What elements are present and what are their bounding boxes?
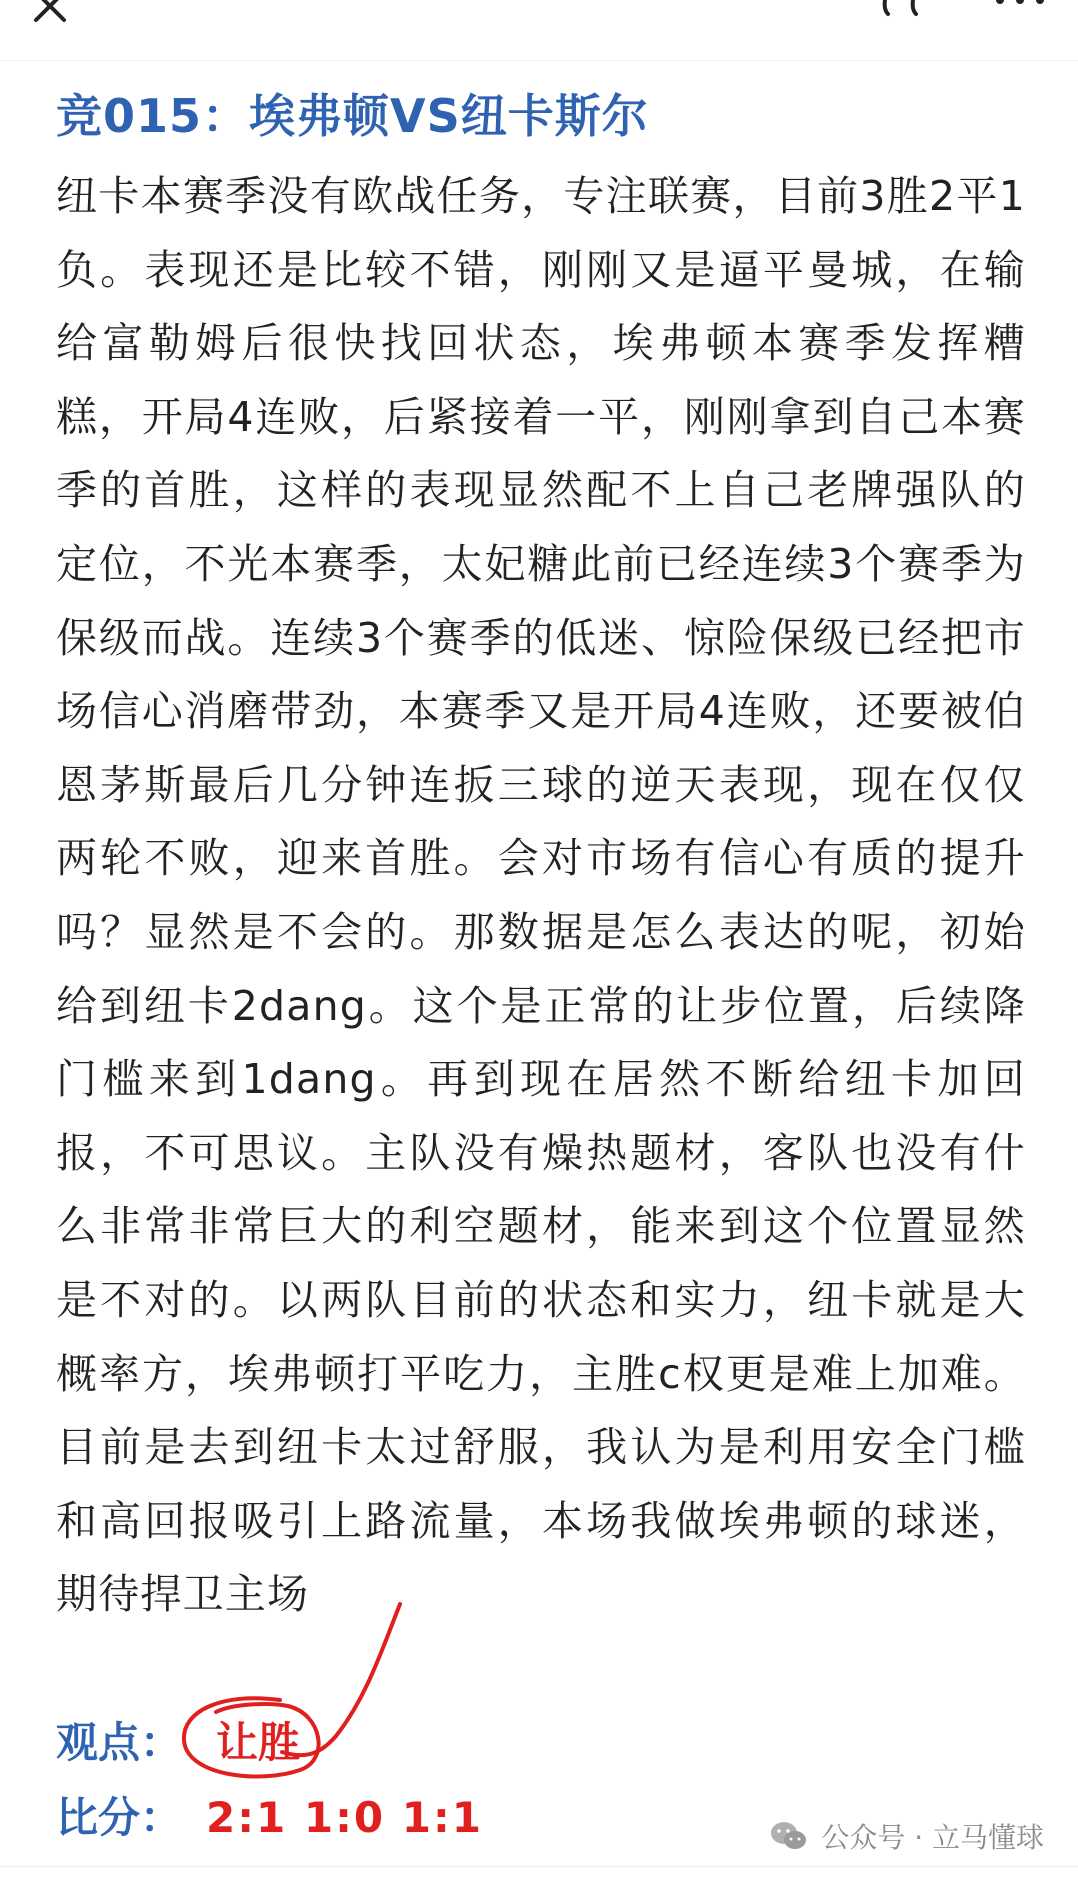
score-label: 比分： — [56, 1793, 183, 1842]
footer-brand — [769, 1816, 1044, 1856]
bottom-divider — [0, 1866, 1078, 1867]
article-body: 纽卡本赛季没有欧战任务，专注联赛，目前3胜2平1负。表现还是比较不错，刚刚又是逼平曼城，在输给富勒姆后很快找回状态，埃弗顿本赛季发挥糟糕，开局4连败，后紧接着一平，刚刚拿到自己本赛季的首胜，这样的表现显然配不上自己老牌强队的定位，不光本赛季，太妃糖此前已经连续3个赛季为保级而战。连续3个赛季的低迷、惊险保级已经把市场信心消磨带劲，本赛季又是开局4连败，还要被伯恩茅斯最后几分钟连扳三球的逆天表现，现在仅仅两轮不败，迎来首胜。会对市场有信心有质的提升吗？显然是不会的。那数据是怎么表达的呢，初始给到纽卡2dang。这个是正常的让步位置，后续降门槛来到1dang。再到现在居然不断给纽卡加回报，不可思议。主队没有燥热题材，客队也没有什么非常非常巨大的利空题材，能来到这个位置显然是不对的。以两队目前的状态和实力，纽卡就是大概率方，埃弗顿打平吃力，主胜c权更是难上加难。目前是去到纽卡太过舒服，我认为是利用安全门槛和高回报吸引上路流量，本场我做埃弗顿的球迷，期待捍卫主场 — [56, 172, 1026, 1619]
footer-brand-text: 公众号 · 立马懂球 — [821, 1821, 1044, 1854]
top-bar — [0, 0, 1078, 61]
opinion-value: 让胜 — [216, 1718, 301, 1767]
score-value: 2:1 1:0 1:1 — [206, 1793, 483, 1842]
score-row — [56, 1785, 483, 1845]
wechat-icon — [769, 1819, 809, 1853]
more-icon[interactable] — [874, 0, 1054, 30]
close-icon[interactable] — [30, 0, 80, 32]
article-title: 竞015：埃弗顿VS纽卡斯尔 — [56, 89, 649, 143]
opinion-row — [56, 1710, 300, 1770]
opinion-label: 观点： — [56, 1718, 183, 1767]
